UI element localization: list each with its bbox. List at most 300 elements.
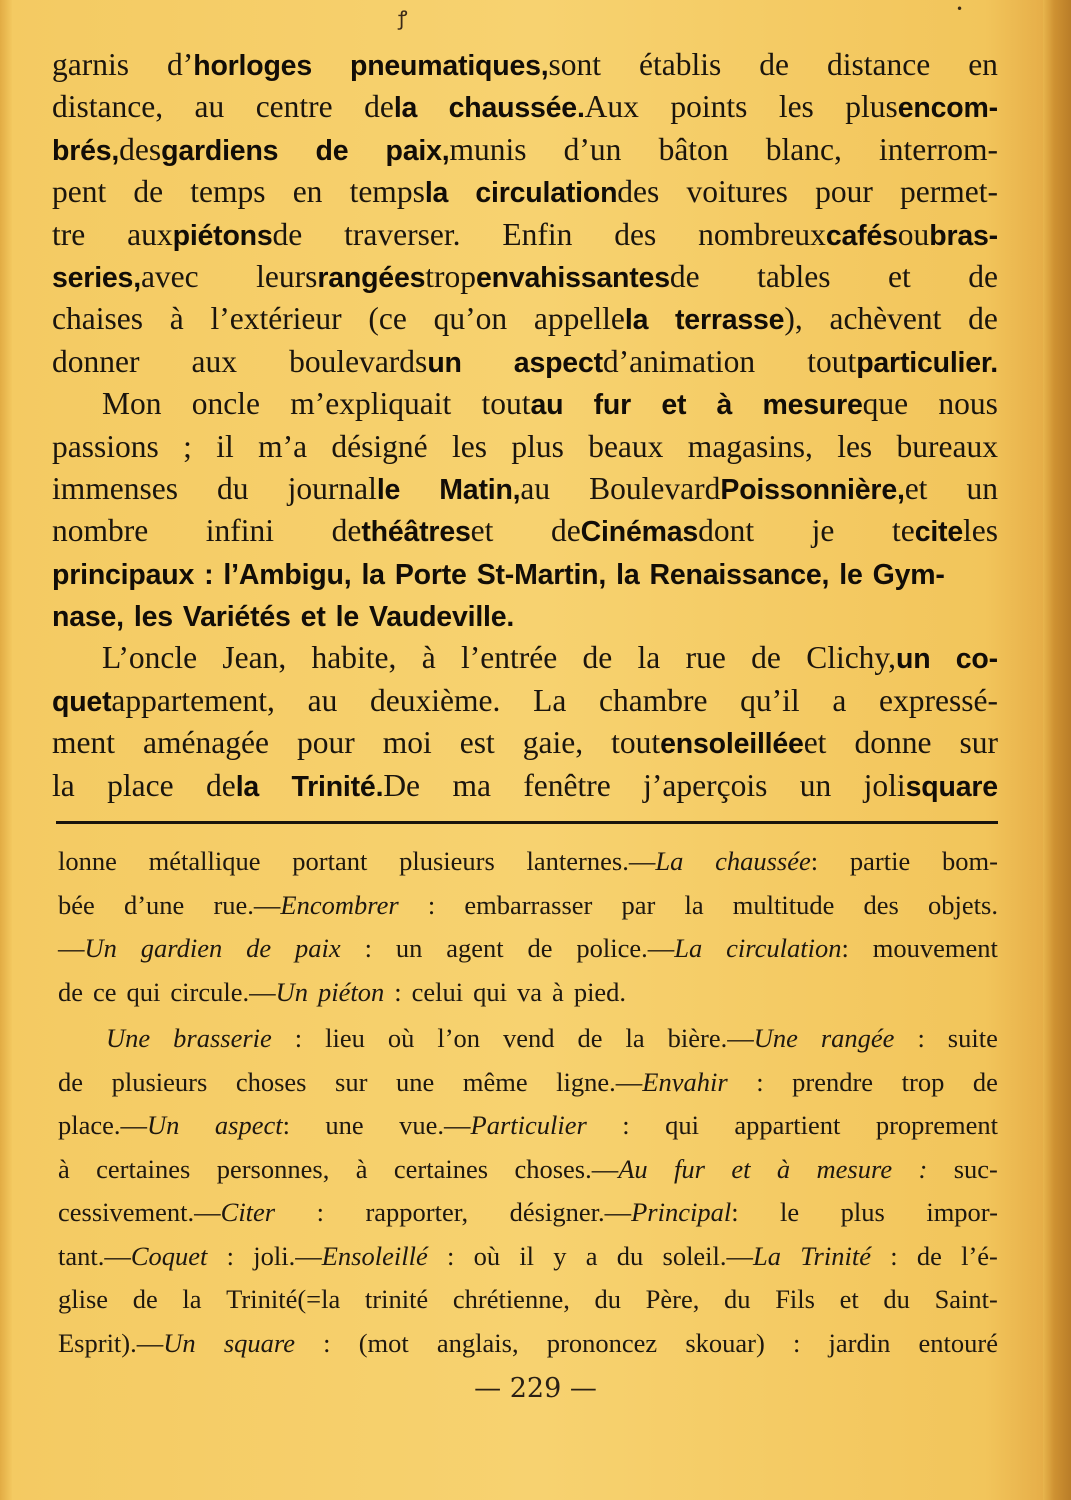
word (762, 383, 908, 425)
plain-text: passions (52, 428, 159, 464)
plain-text: à (421, 640, 436, 676)
italic-term: circulation (726, 933, 842, 963)
word (888, 256, 911, 298)
word (258, 426, 307, 468)
plain-text: : (364, 933, 372, 963)
word (668, 1017, 798, 1061)
word (141, 927, 222, 971)
word (318, 971, 384, 1015)
plain-text: points (670, 89, 748, 125)
plain-text: aménagée (143, 725, 269, 761)
footnote-line (58, 1104, 998, 1148)
bold-term: la (424, 177, 449, 210)
plain-text: il (216, 428, 234, 464)
word (792, 1061, 873, 1105)
plain-text: circule.— (170, 976, 276, 1007)
plain-text: y (553, 1240, 567, 1271)
word (293, 171, 323, 213)
bold-term: Poissonnière, (720, 473, 905, 506)
italic-term: rangée (820, 1023, 895, 1053)
word (52, 553, 194, 595)
word (395, 553, 467, 595)
word (52, 129, 278, 171)
italic-term: piéton (318, 976, 385, 1007)
word (717, 383, 733, 425)
plain-text: de (972, 1066, 998, 1097)
plain-text: fenêtre (523, 767, 611, 803)
plain-text: de (759, 47, 789, 82)
word (288, 468, 401, 510)
word (873, 927, 998, 971)
plain-text: appelle (533, 301, 625, 337)
italic-term: La (674, 933, 703, 963)
plain-text: choses.— (514, 1153, 619, 1184)
plain-text: une (325, 1110, 364, 1140)
italic-term: mesure (816, 1153, 893, 1184)
main-text (52, 44, 998, 807)
word (223, 553, 351, 595)
footnote-line (58, 1148, 998, 1192)
word (52, 680, 275, 722)
bold-term: principaux (52, 558, 195, 591)
word (183, 426, 192, 468)
plain-text: du (883, 1284, 910, 1314)
word (779, 86, 814, 128)
plain-text: à (552, 976, 564, 1007)
plain-text: ment (52, 725, 115, 761)
word (670, 86, 747, 128)
plain-text: qui (126, 976, 161, 1007)
word (643, 765, 767, 807)
plain-text: : (294, 1023, 303, 1053)
italic-term: Principal (631, 1197, 732, 1227)
word (58, 1235, 207, 1279)
plain-text: nous (938, 386, 998, 422)
word (124, 884, 184, 928)
plain-text: des (617, 174, 660, 210)
plain-text: sont (548, 47, 602, 82)
word (942, 840, 998, 884)
plain-text: : (427, 889, 436, 920)
word (551, 510, 754, 552)
plain-text: je (811, 513, 835, 549)
plain-text: dont (698, 513, 755, 549)
plain-text: de (550, 513, 581, 549)
plain-text: entouré (918, 1327, 998, 1358)
bold-term: particulier. (856, 346, 998, 379)
word (192, 383, 260, 425)
word (685, 884, 704, 928)
bold-term: circulation (475, 177, 618, 210)
word (845, 86, 998, 128)
word (839, 553, 862, 595)
plain-text: expressé- (879, 682, 998, 718)
word (840, 1278, 859, 1322)
word (482, 383, 564, 425)
text-line (52, 214, 998, 256)
footnote-line (58, 1278, 998, 1322)
text-line (52, 383, 998, 425)
word (806, 637, 930, 679)
word (614, 214, 656, 256)
word (460, 722, 495, 764)
word (383, 722, 432, 764)
plain-text: (mot (358, 1327, 409, 1358)
italic-term: Envahir (642, 1066, 728, 1097)
plain-text: de (669, 258, 700, 294)
word (394, 1148, 488, 1192)
plain-text: la (182, 1284, 202, 1314)
word (463, 1061, 528, 1105)
word (364, 86, 417, 128)
bold-term: co- (955, 643, 998, 676)
text-line (52, 765, 998, 807)
word (688, 426, 813, 468)
word (295, 927, 341, 971)
italic-term: et (731, 1153, 751, 1184)
plain-text: sur (335, 1066, 368, 1097)
word (447, 1235, 454, 1279)
plain-text: certaines (393, 1153, 489, 1184)
word (474, 1235, 501, 1279)
text-line (52, 44, 998, 86)
word (127, 971, 161, 1015)
word (793, 1322, 800, 1366)
word (734, 1104, 840, 1148)
word (369, 595, 514, 637)
plain-text: gaie, (522, 725, 584, 761)
plain-text: donne (854, 725, 932, 761)
word (52, 722, 115, 764)
word (58, 1191, 275, 1235)
italic-term: paix (295, 933, 341, 963)
word (52, 765, 75, 807)
word (216, 426, 234, 468)
word (661, 383, 686, 425)
word (439, 468, 550, 510)
word (534, 298, 648, 340)
word (217, 1148, 330, 1192)
italic-term: Un (163, 1327, 196, 1358)
plain-text: : (890, 1240, 898, 1271)
plain-text: L’oncle (102, 640, 198, 676)
plain-text: de (331, 513, 362, 549)
word (222, 637, 286, 679)
word (394, 971, 401, 1015)
word (297, 722, 355, 764)
italic-term: Au (618, 1153, 648, 1184)
plain-text: donner (52, 343, 140, 379)
plain-text: à (169, 301, 184, 337)
word (611, 722, 826, 764)
word (502, 214, 572, 256)
word (173, 1017, 272, 1061)
footnote-line (58, 1191, 998, 1235)
plain-text: en (292, 174, 323, 210)
bold-term: Variétés (182, 601, 291, 634)
plain-text: anglais, (436, 1327, 519, 1358)
word (396, 927, 423, 971)
plain-text: garnis (52, 47, 129, 82)
word (757, 256, 830, 298)
plain-text: bée (58, 889, 95, 920)
word (52, 298, 143, 340)
plain-text: Clichy, (806, 640, 897, 676)
plain-text: ou (897, 216, 930, 252)
plain-text: embarrasser (464, 889, 593, 920)
plain-text: glise (58, 1284, 109, 1314)
word (323, 1322, 330, 1366)
word (331, 426, 427, 468)
plain-text: : (792, 1327, 801, 1358)
word (325, 1017, 365, 1061)
plain-text: à (355, 1153, 368, 1184)
text-line (52, 680, 998, 722)
word (335, 1061, 367, 1105)
bold-term: le (839, 558, 863, 591)
word (775, 1278, 815, 1322)
word (449, 86, 639, 128)
word (766, 129, 842, 171)
plain-text: Aux (584, 89, 639, 125)
word (968, 44, 998, 86)
bold-term: à (716, 389, 733, 422)
plain-text: des (119, 131, 162, 167)
word (973, 1061, 998, 1105)
bold-term: la (235, 770, 260, 803)
plain-text: les (451, 428, 487, 464)
word (127, 214, 302, 256)
plain-text: deuxième. (370, 682, 501, 718)
word (892, 510, 998, 552)
plain-text: la (637, 640, 661, 676)
plain-text: lanternes.— (526, 846, 656, 876)
plain-text: rapporter, (365, 1197, 469, 1227)
plain-text: tables (757, 258, 831, 294)
bold-term: series, (52, 261, 141, 294)
plain-text: d’ (166, 47, 194, 82)
plain-text: : (731, 1197, 739, 1227)
word (564, 129, 622, 171)
plain-text: de (205, 767, 236, 803)
plain-text: mouvement (872, 933, 998, 963)
word (58, 884, 95, 928)
plain-text: portant (292, 846, 368, 876)
word (879, 129, 998, 171)
plain-text: vend (503, 1023, 555, 1053)
plain-text: l’é- (961, 1240, 998, 1271)
plain-text: Mon (102, 386, 162, 422)
bold-term: le (376, 473, 401, 506)
plain-text: impor- (926, 1197, 998, 1227)
word (956, 637, 998, 679)
word (182, 1278, 201, 1322)
word (594, 383, 631, 425)
text-line (52, 86, 998, 128)
word (873, 553, 945, 595)
word (52, 468, 178, 510)
text-line (52, 595, 998, 637)
plain-text: chaises (52, 301, 143, 337)
plain-text: tout (611, 725, 661, 761)
plain-text: leurs (256, 258, 318, 294)
plain-text: pour (296, 725, 355, 761)
word (325, 1104, 363, 1148)
plain-text: joli.— (253, 1240, 322, 1271)
text-line (52, 129, 998, 171)
plain-text: tout (481, 386, 531, 422)
italic-term: chaussée (715, 846, 811, 876)
plain-text: qu’on (433, 301, 508, 337)
word (308, 680, 338, 722)
plain-text: et (839, 1284, 859, 1314)
word (854, 722, 931, 764)
word (897, 426, 998, 468)
plain-text: choses (235, 1066, 307, 1097)
word (817, 1148, 893, 1192)
word (396, 1061, 434, 1105)
plain-text: de (272, 216, 303, 252)
word (966, 468, 998, 510)
word (52, 426, 159, 468)
word (143, 722, 269, 764)
plain-text: est (459, 725, 495, 761)
word (968, 298, 998, 340)
plain-text: plus (845, 89, 898, 125)
italic-term: La (655, 846, 684, 876)
plain-text: skouar) (685, 1327, 765, 1358)
word (527, 840, 684, 884)
word (715, 840, 818, 884)
text-line (52, 341, 998, 383)
word (935, 1278, 998, 1322)
bold-term: Gym- (872, 558, 945, 591)
word (533, 680, 566, 722)
word (780, 1191, 799, 1235)
word (552, 971, 564, 1015)
word (58, 1322, 196, 1366)
word (289, 341, 462, 383)
word (52, 595, 124, 637)
word (926, 1191, 998, 1235)
word (777, 1148, 790, 1192)
plain-text: munis (449, 131, 527, 167)
plain-text: des (614, 216, 657, 252)
word (928, 884, 998, 928)
plain-text: place.— (58, 1110, 148, 1140)
plain-text: oncle (191, 386, 260, 422)
word (192, 341, 237, 383)
word (503, 1017, 555, 1061)
plain-text: habite, (311, 640, 397, 676)
word (686, 171, 787, 213)
bold-term: nase, (52, 601, 124, 634)
bold-term: Matin, (439, 473, 521, 506)
footnote-line (58, 971, 998, 1015)
word (236, 1061, 307, 1105)
plain-text: Père, (645, 1284, 700, 1314)
plain-text: bureaux (896, 428, 998, 464)
plain-text: : (622, 1110, 630, 1140)
plain-text: Trinité(=la (226, 1284, 341, 1314)
word (588, 426, 663, 468)
word (547, 1322, 657, 1366)
plain-text: : (323, 1327, 331, 1358)
italic-term: à (776, 1153, 791, 1184)
plain-text: tant.— (58, 1240, 131, 1271)
plain-text: pent (52, 174, 107, 210)
plain-text: joli (863, 767, 906, 803)
plain-text: que (862, 386, 909, 422)
plain-text: désigné (331, 428, 428, 464)
word (574, 971, 626, 1015)
word (586, 1235, 598, 1279)
plain-text: cessivement.— (58, 1197, 221, 1227)
word (344, 214, 460, 256)
word (215, 1104, 290, 1148)
plain-text: l’on (437, 1023, 481, 1053)
plain-text: ma (452, 767, 491, 803)
plain-text: La (533, 682, 567, 718)
word (96, 1148, 190, 1192)
italic-term: Un (84, 933, 117, 963)
word (583, 637, 613, 679)
word (256, 256, 699, 298)
word (674, 1148, 705, 1192)
plain-text: : (282, 1110, 290, 1140)
italic-term: Citer (220, 1197, 276, 1227)
plain-text: en (968, 47, 998, 82)
bold-term: aspect (513, 346, 603, 379)
word (446, 927, 503, 971)
plain-text: l’entrée (461, 640, 558, 676)
italic-term: square (223, 1327, 295, 1358)
word (437, 1017, 480, 1061)
plain-text: nombreux (698, 216, 826, 252)
plain-text: celui (411, 976, 464, 1007)
footnote-line (58, 1235, 998, 1279)
word (829, 1322, 891, 1366)
bold-term: fur (593, 389, 632, 422)
word (170, 298, 184, 340)
word (336, 595, 359, 637)
plain-text: appartient (734, 1110, 841, 1140)
plain-text: Jean, (222, 640, 287, 676)
plain-text: m’a (258, 428, 308, 464)
plain-text: du (594, 1284, 621, 1314)
word (361, 553, 384, 595)
word (850, 840, 910, 884)
word (917, 1017, 924, 1061)
plain-text: par (621, 889, 656, 920)
word (253, 1235, 427, 1279)
word (52, 214, 85, 256)
plain-text: des (863, 889, 899, 920)
word (102, 637, 197, 679)
plain-text: tre (52, 216, 86, 252)
page-left-edge (0, 0, 12, 1500)
word (807, 341, 998, 383)
plain-text: Enfin (502, 216, 573, 252)
plain-text: qu’il (740, 682, 800, 718)
bold-term: et (661, 389, 687, 422)
bold-term: rangées (317, 261, 426, 294)
word (475, 171, 659, 213)
word (876, 1104, 998, 1148)
word (556, 1061, 728, 1105)
plain-text: De (383, 767, 421, 803)
word (756, 1061, 763, 1105)
